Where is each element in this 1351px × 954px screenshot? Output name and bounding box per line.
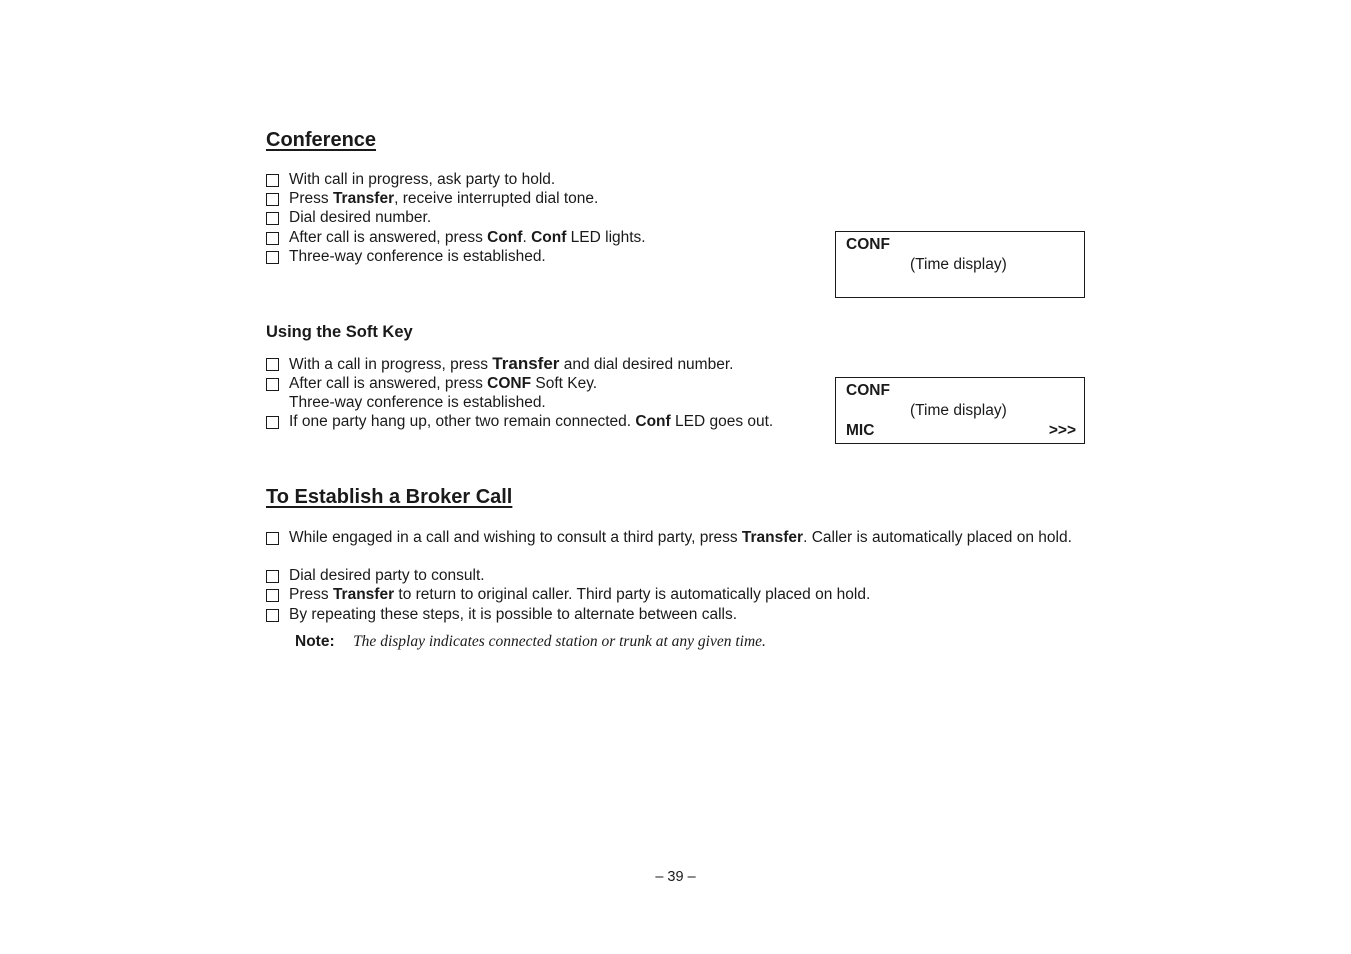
checkbox-icon — [266, 609, 279, 622]
checkbox-icon — [266, 378, 279, 391]
broker-heading: To Establish a Broker Call — [266, 486, 513, 508]
soft-key-heading: Using the Soft Key — [266, 323, 413, 341]
display-line-1: CONF — [846, 236, 890, 253]
note — [295, 633, 766, 651]
checkbox-icon — [266, 358, 279, 371]
display-line-2: (Time display) — [910, 256, 1007, 273]
checkbox-icon — [266, 251, 279, 264]
checkbox-icon — [266, 174, 279, 187]
display-softkey-mic: MIC — [846, 422, 875, 439]
conference-display-panel — [835, 231, 1085, 298]
checkbox-icon — [266, 570, 279, 583]
checkbox-icon — [266, 212, 279, 225]
display-line-2: (Time display) — [910, 402, 1007, 419]
display-softkey-more: >>> — [1048, 422, 1076, 439]
conference-heading: Conference — [266, 129, 377, 151]
note-text: The display indicates connected station or trunk at any given time. — [353, 633, 766, 650]
page-number: – 39 – — [655, 869, 696, 885]
soft-key-display-panel — [835, 377, 1085, 444]
checkbox-icon — [266, 532, 279, 545]
checkbox-icon — [266, 193, 279, 206]
checkbox-icon — [266, 416, 279, 429]
display-line-1: CONF — [846, 382, 890, 399]
note-label: Note: — [295, 633, 335, 650]
checkbox-icon — [266, 589, 279, 602]
checkbox-icon — [266, 232, 279, 245]
